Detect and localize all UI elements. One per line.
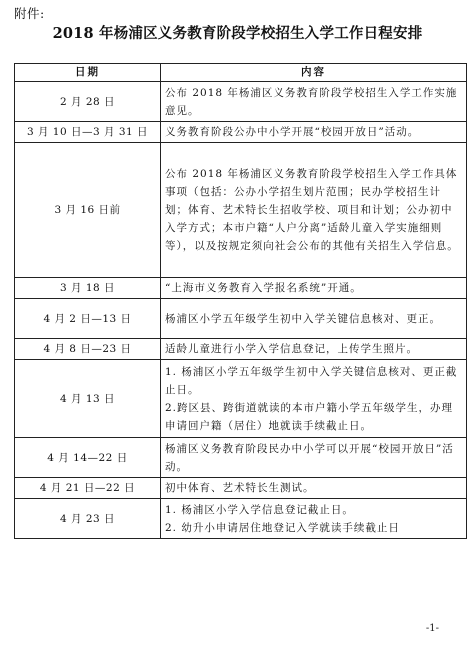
schedule-table <box>14 63 467 539</box>
row-content <box>161 278 467 299</box>
table-row <box>15 478 467 499</box>
table-header-row <box>15 64 467 82</box>
row-content <box>161 82 467 122</box>
row-content <box>161 143 467 278</box>
content-line: “上海市义务教育入学报名系统”开通。 <box>165 282 362 294</box>
row-content <box>161 339 467 360</box>
row-date: 3 月 18 日 <box>15 278 161 299</box>
table-row <box>15 438 467 478</box>
table-row <box>15 360 467 438</box>
row-content <box>161 360 467 438</box>
row-date: 4 月 2 日—13 日 <box>15 299 161 339</box>
page-number: -1- <box>425 623 439 634</box>
table-row <box>15 339 467 360</box>
row-content <box>161 499 467 539</box>
content-line: 适龄儿童进行小学入学信息登记，上传学生照片。 <box>165 343 418 355</box>
content-line: 杨浦区义务教育阶段民办中小学可以开展“校园开放日”活动。 <box>165 442 454 473</box>
table-row <box>15 278 467 299</box>
row-date: 3 月 16 日前 <box>15 143 161 278</box>
content-line: 2.跨区县、跨街道就读的本市户籍小学五年级学生，办理申请回户籍（居住）地就读手续截止日。 <box>165 401 454 432</box>
document-title: 2018 年杨浦区义务教育阶段学校招生入学工作日程安排 <box>52 25 423 42</box>
table-row <box>15 143 467 278</box>
content-line: 公布 2018 年杨浦区义务教育阶段学校招生入学工作具体事项（包括：公办小学招生划片范围；民办学校招生计划；体育、艺术特长生招收学校、项目和计划；公办初中入学方式；本市户籍“人户分离”适龄儿童入学实施细则等），以及按规定须向社会公布的其他有关招生入学信息。 <box>165 168 459 252</box>
row-date: 4 月 13 日 <box>15 360 161 438</box>
content-line: 1. 杨浦区小学入学信息登记截止日。 <box>165 503 354 516</box>
table-row <box>15 82 467 122</box>
row-content <box>161 438 467 478</box>
header-date: 日期 <box>15 64 161 82</box>
header-content: 内容 <box>161 64 467 82</box>
row-content <box>161 299 467 339</box>
content-line: 杨浦区小学五年级学生初中入学关键信息核对、更正。 <box>165 312 441 325</box>
row-date: 4 月 21 日—22 日 <box>15 478 161 499</box>
content-line: 初中体育、艺术特长生测试。 <box>165 482 315 494</box>
attachment-label: 附件: <box>14 6 45 21</box>
row-date: 3 月 10 日—3 月 31 日 <box>15 122 161 143</box>
content-line: 1. 杨浦区小学五年级学生初中入学关键信息核对、更正截止日。 <box>165 365 458 396</box>
row-date: 4 月 14—22 日 <box>15 438 161 478</box>
table-row <box>15 499 467 539</box>
row-content <box>161 478 467 499</box>
content-line: 公布 2018 年杨浦区义务教育阶段学校招生入学工作实施意见。 <box>165 86 458 117</box>
content-line: 义务教育阶段公办中小学开展“校园开放日”活动。 <box>165 126 420 138</box>
content-line: 2. 幼升小申请居住地登记入学就读手续截止日 <box>165 521 400 534</box>
row-date: 2 月 28 日 <box>15 82 161 122</box>
table-row <box>15 122 467 143</box>
row-date: 4 月 23 日 <box>15 499 161 539</box>
row-content <box>161 122 467 143</box>
table-row <box>15 299 467 339</box>
row-date: 4 月 8 日—23 日 <box>15 339 161 360</box>
